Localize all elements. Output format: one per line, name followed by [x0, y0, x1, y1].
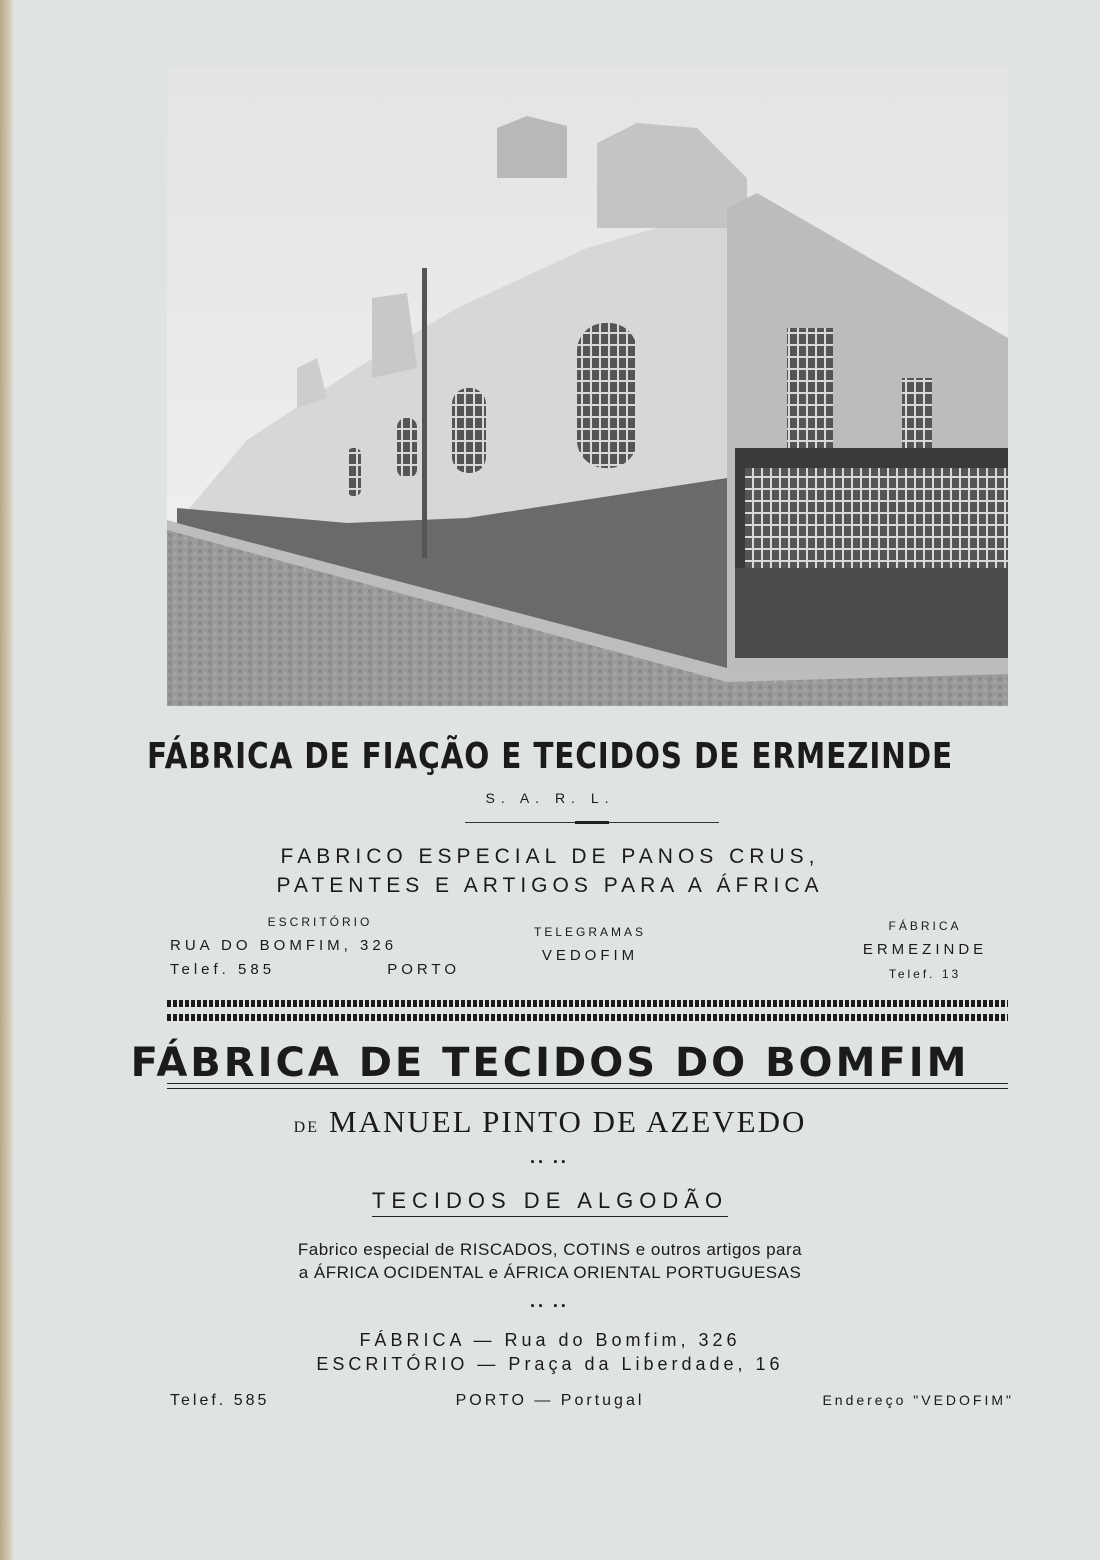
ad1-factory-block — [830, 914, 1020, 986]
ad1-specialty — [0, 842, 1100, 900]
dotted-separator-top — [167, 1000, 1008, 1007]
ad1-factory-phone: Telef. 13 — [888, 967, 962, 981]
ad1-office-label: ESCRITÓRIO — [267, 915, 373, 929]
ad2-owner-prefix: DE — [293, 1119, 319, 1136]
ad1-telegram-block — [520, 920, 660, 968]
ad1-specialty-line2: PATENTES E ARTIGOS PARA A ÁFRICA — [276, 874, 824, 897]
ad1-subtitle: S. A. R. L. — [485, 790, 615, 806]
ad1-office-address: RUA DO BOMFIM, 326 — [170, 937, 398, 954]
ad1-office-city: PORTO — [387, 961, 460, 978]
ad1-telegram-value: VEDOFIM — [541, 947, 639, 964]
ad1-office-block — [170, 910, 470, 982]
ad2-city: PORTO — Portugal — [455, 1392, 645, 1409]
ad1-telegram-label: TELEGRAMAS — [533, 925, 647, 939]
ad2-phone: Telef. 585 — [170, 1392, 270, 1409]
ad2-title: FÁBRICA DE TECIDOS DO BOMFIM — [130, 1040, 970, 1086]
ad2-description-line2: a ÁFRICA OCIDENTAL e ÁFRICA ORIENTAL PORTUGUESAS — [298, 1263, 802, 1282]
ad1-factory-label: FÁBRICA — [888, 919, 962, 933]
ad2-telegraphic-address: Endereço "VEDOFIM" — [822, 1392, 1014, 1408]
ad2-owner-name: MANUEL PINTO DE AZEVEDO — [328, 1104, 807, 1139]
ad2-addresses — [0, 1328, 1100, 1376]
ad1-factory-location: ERMEZINDE — [862, 941, 988, 958]
dotted-separator-bottom — [167, 1014, 1008, 1021]
ad2-title-underline — [167, 1083, 1008, 1089]
page-binding-edge — [0, 0, 14, 1560]
ad1-office-phone: Telef. 585 — [170, 961, 276, 978]
factory-photograph — [167, 68, 1008, 706]
ad1-title: FÁBRICA DE FIAÇÃO E TECIDOS DE ERMEZINDE — [147, 736, 953, 777]
ad2-office-address: ESCRITÓRIO — Praça da Liberdade, 16 — [316, 1354, 784, 1374]
ad2-factory-address: FÁBRICA — Rua do Bomfim, 326 — [359, 1330, 741, 1350]
ad2-ornament-bottom: ▪▪ ▪▪ — [530, 1300, 570, 1312]
ad2-product — [0, 1188, 1100, 1214]
ad1-specialty-line1: FABRICO ESPECIAL DE PANOS CRUS, — [280, 845, 820, 868]
ad2-owner-line — [0, 1104, 1100, 1140]
ad1-divider — [465, 822, 719, 823]
ad2-ornament-top: ▪▪ ▪▪ — [530, 1156, 570, 1168]
ad2-description — [0, 1238, 1100, 1284]
ad2-product-label: TECIDOS DE ALGODÃO — [372, 1188, 728, 1217]
ad2-description-line1: Fabrico especial de RISCADOS, COTINS e outros artigos para — [297, 1240, 803, 1259]
